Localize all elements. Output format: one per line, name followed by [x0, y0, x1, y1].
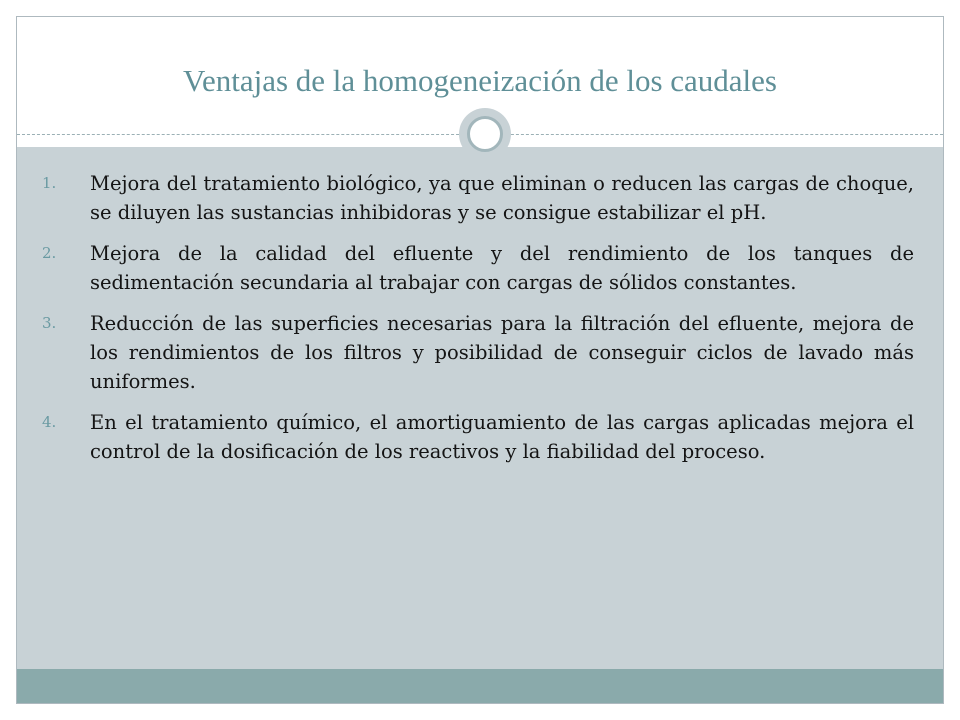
list-number: 4.	[42, 413, 57, 431]
list-text: Mejora del tratamiento biológico, ya que eliminan o reducen las cargas de choque, se diluyen las sustancias inhibidoras y se consigue estabilizar el pH.	[90, 172, 914, 224]
list-text: Mejora de la calidad del efluente y del rendimiento de los tanques de sedimentación secundaria al trabajar con cargas de sólidos constantes.	[90, 242, 914, 294]
footer-bar	[17, 669, 943, 703]
list-number: 3.	[42, 314, 57, 332]
list-text: Reducción de las superficies necesarias para la filtración del efluente, mejora de los rendimientos de los filtros y posibilidad de conseguir ciclos de lavado más uniformes.	[90, 312, 914, 393]
list-item	[42, 309, 914, 396]
list-number: 1.	[42, 174, 57, 192]
slide-title: Ventajas de la homogeneización de los caudales	[183, 63, 777, 98]
divider-ring-icon	[467, 116, 503, 152]
list-text: En el tratamiento químico, el amortiguamiento de las cargas aplicadas mejora el control de la dosificación de los reactivos y la fiabilidad del proceso.	[90, 411, 914, 463]
list-item	[42, 408, 914, 466]
list-item	[42, 239, 914, 297]
slide	[16, 16, 944, 704]
list-item	[42, 169, 914, 227]
list-number: 2.	[42, 244, 57, 262]
advantages-list	[42, 169, 914, 478]
